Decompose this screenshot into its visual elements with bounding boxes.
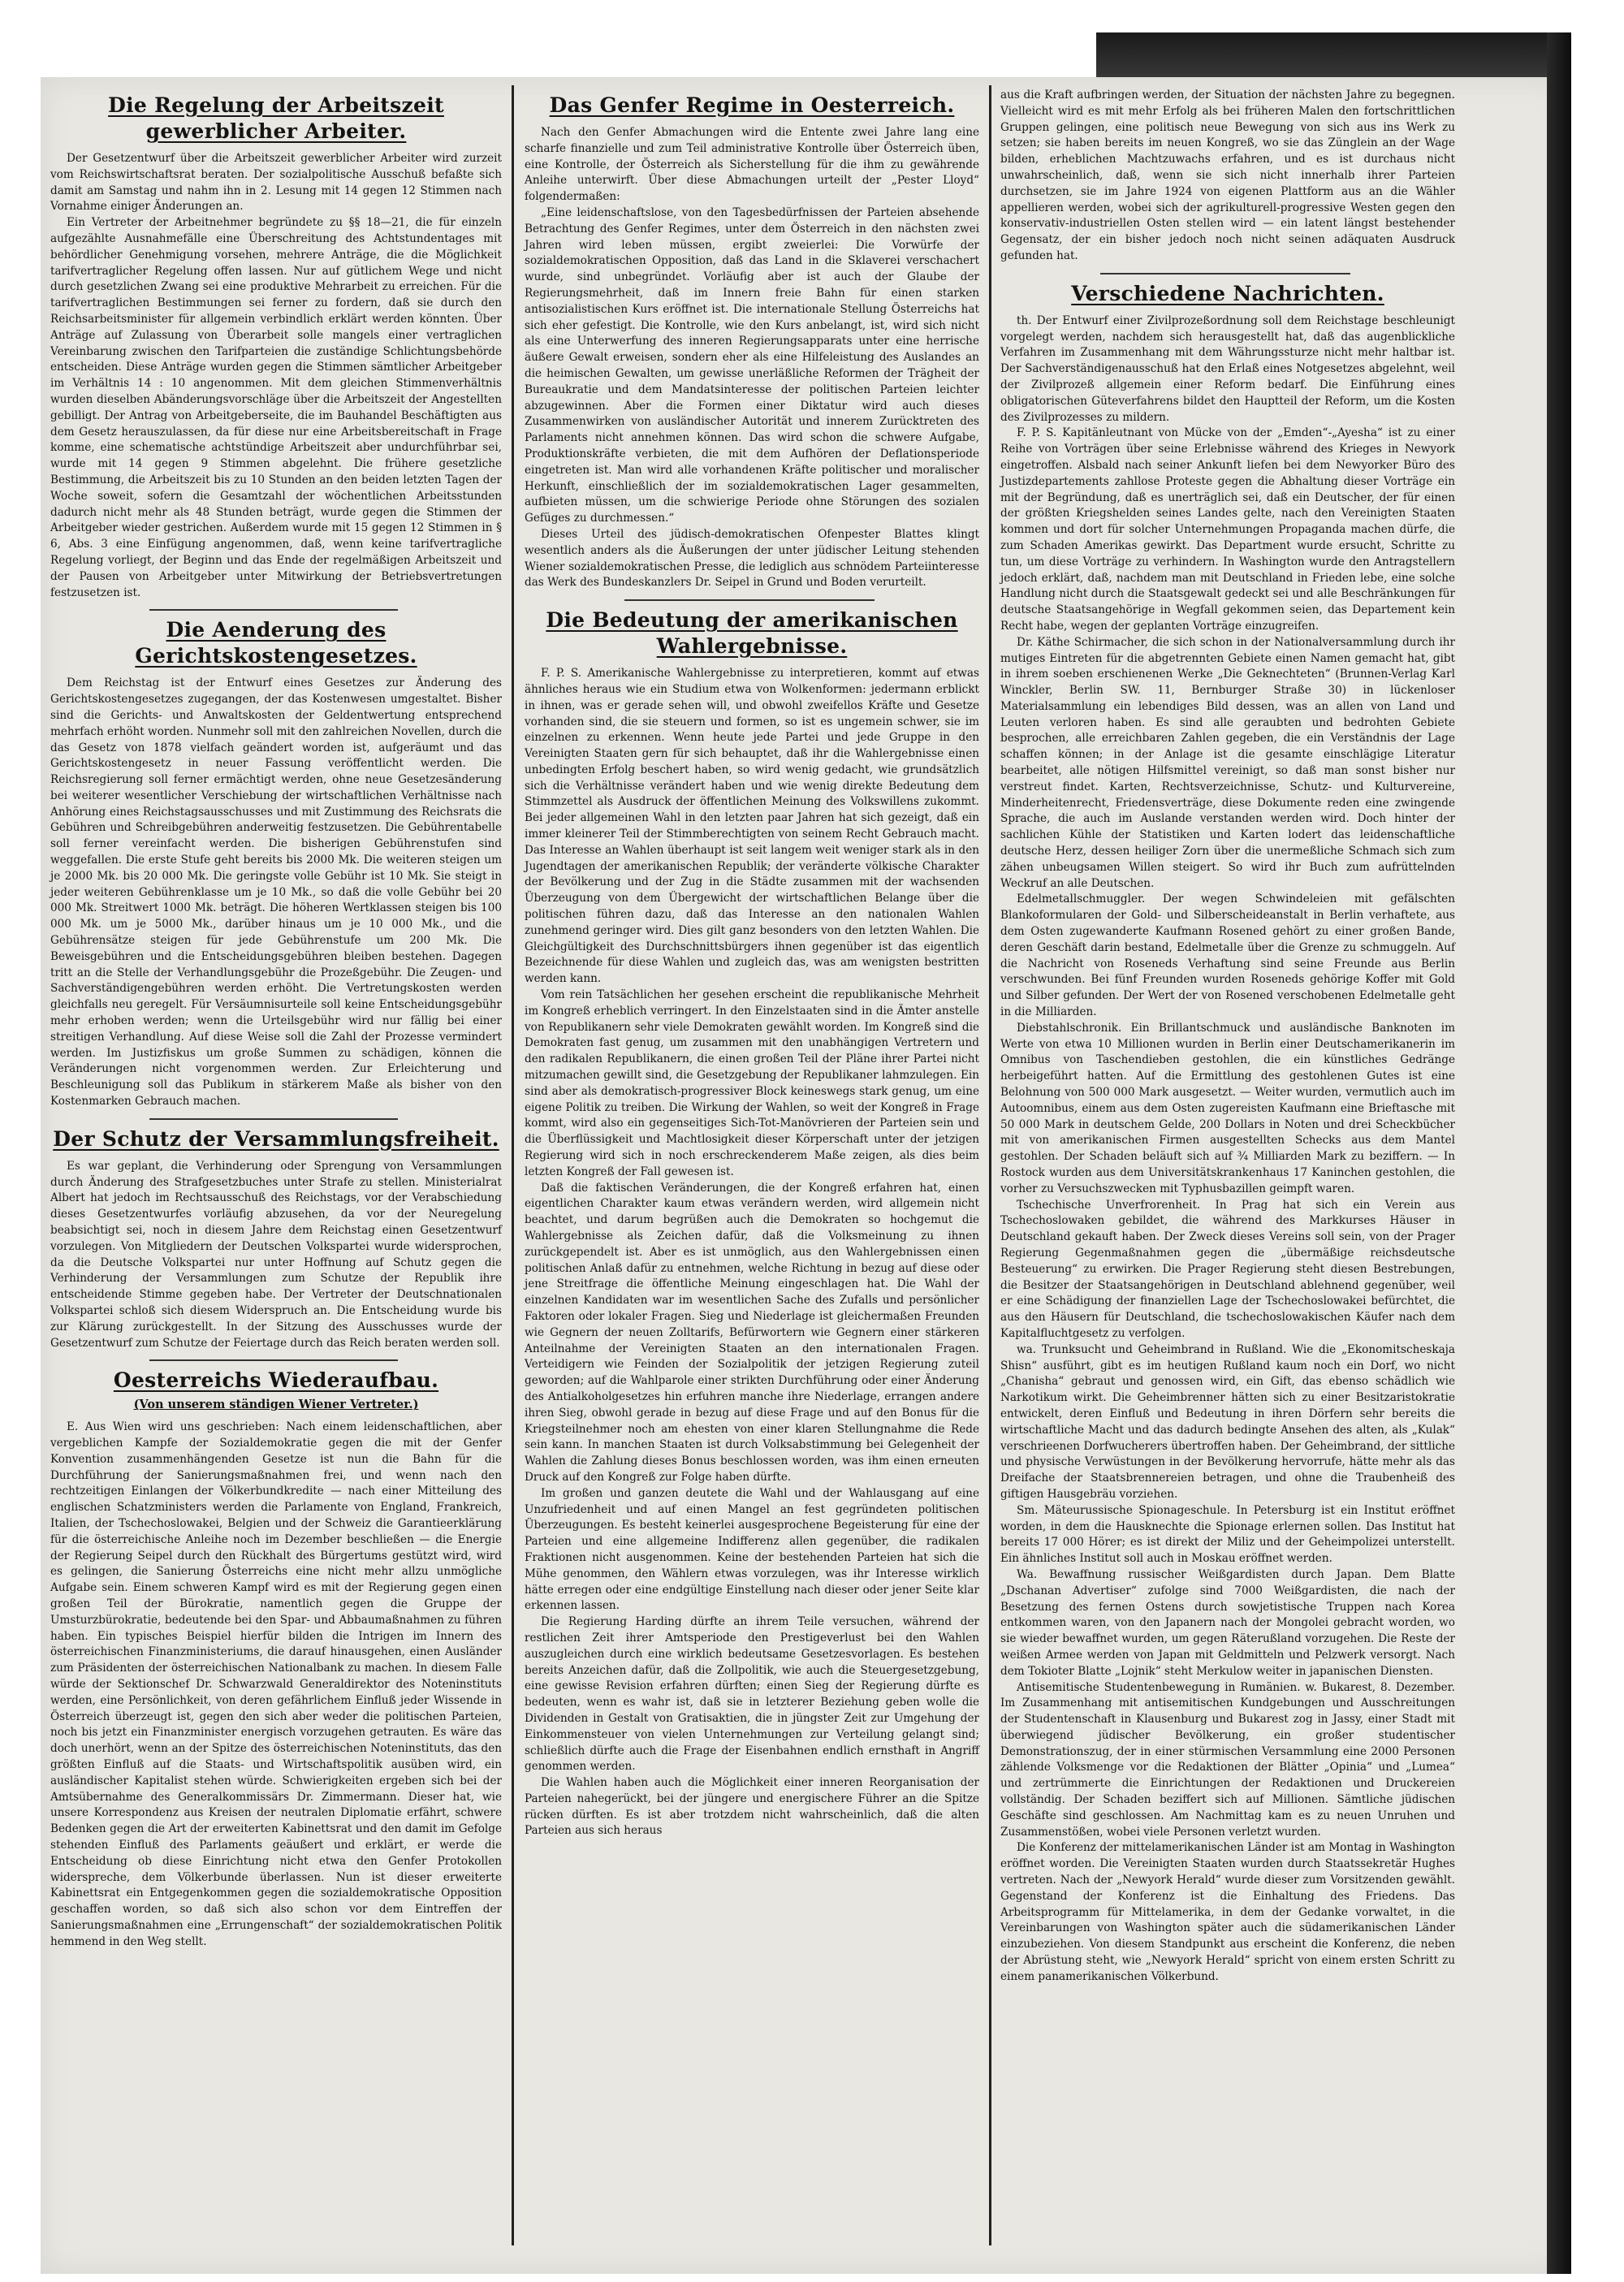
news-item: Die Konferenz der mittelamerikanischen Länder ist am Montag in Washington eröffnet worden. Die Vereinigten Staaten wurden durch Staatssekretär Hughes vertreten. Nach der „Newyork Herald“ wurde dieser zum Vorsitzenden gewählt. Gegenstand der Konferenz ist die Einhaltung des Friedens. Das Arbeitsprogramm für Mittelamerika, in dem der Gedanke vorwaltet, in die Vereinbarungen von Washington später auch die südamerikanischen Länder einzubeziehen. Von diesem Standpunkt aus erscheint die Konferenz, die neben der Abrüstung steht, wie „Newyork Herald“ spricht von einem ersten Schritt zu einem panamerikanischen Völkerbund. (1000, 1841, 1455, 1983)
news-item: wa. Trunksucht und Geheimbrand in Rußland. Wie die „Ekonomitscheskaja Shisn“ ausführt, gibt es im heutigen Rußland kaum noch ein Dorf, wo nicht „Chanisha“ gebraut und genossen wird, ein Gift, das ebenso schädlich wie Narkotikum wirkt. Die Geheimbrenner hätten sich zu einer Besitzaristokratie entwickelt, deren Einfluß und Bedeutung in ihren Dörfern sehr bereits die wirtschaftliche Macht und das dadurch bedingte Ansehen des alten, als „Kulak“ verschrieenen Dorfwucherers übertroffen haben. Der Geheimbrand, der sittliche und physische Verwüstungen in der Bevölkerung hervorrufe, hätte mehr als das Dreifache der Staatsbrennereien betragen, und ohne die Traubenheiß des giftigen Hausgebräu vorziehen. (1000, 1342, 1455, 1501)
scan-shadow-top (1096, 32, 1567, 81)
news-item: F. P. S. Kapitänleutnant von Mücke von der „Emden“-„Ayesha“ ist zu einer Reihe von Vorträgen über seine Erlebnisse während des Krieges in Newyork eingetroffen. Alsbald nach seiner Ankunft liefen bei dem Newyorker Büro des Justizdepartements zahllose Proteste gegen die Abhaltung dieser Vorträge ein mit der Begründung, daß es unerträglich sei, daß ein Deutscher, der für einen der größten Kriegshelden seines Landes gelte, nach den Vereinigten Staaten kommen und dort für solcher Unternehmungen Propaganda machen dürfe, die zum Schaden Amerikas gewirkt. Das Department wurde ersucht, Schritte zu tun, um diese Vorträge zu verhindern. In Washington wurde den Antragstellern jedoch erklärt, daß, nachdem man mit Deutschland in Frieden lebe, eine solche Handlung nicht durch die Staatsgewalt gedeckt sei und alle Beschränkungen für deutsche Staatsangehörige in Wegfall gekommen seien, das Departement kein Recht habe, wegen der geplanten Vorträge einzugreifen. (1000, 426, 1455, 633)
article-title-gerichtskosten: Die Aenderung des Gerichtskostengesetzes. (135, 618, 417, 668)
article-divider (1100, 273, 1350, 274)
article-title-wiederaufbau: Oesterreichs Wiederaufbau. (113, 1368, 439, 1393)
article-divider (149, 1359, 398, 1361)
article-paragraph: Dieses Urteil des jüdisch-demokratischen Ofenpester Blattes klingt wesentlich anders als die Äußerungen der unter jüdischer Leitung stehenden Wiener sozialdemokratischen Presse, die lediglich aus schnödem Parteiinteresse das Werk des Bundeskanzlers Dr. Seipel in Grund und Boden verurteilt. (525, 527, 979, 590)
article-paragraph: Es war geplant, die Verhinderung oder Sprengung von Versammlungen durch Änderung des Strafgesetzbuches unter Strafe zu stellen. Ministerialrat Albert hat jedoch im Rechtsausschuß des Reichstags, vor der Verabschiedung dieses Gesetzentwurfes vorläufig abzusehen, da vor der Neuregelung beabsichtigt sei, noch in diesem Jahre dem Reichstag einen Gesetzentwurf vorzulegen. Von Mitgliedern der Deutschen Volkspartei wurde widersprochen, da die Deutsche Volkspartei nur unter Hoffnung auf Schutz gegen die Verhinderung der Versammlungen zum Schutze der Republik ihre entscheidende Stimme gegeben habe. Der Vertreter der Deutschnationalen Volkspartei schloß sich diesem Widerspruch an. Die Entscheidung wurde bis zur Klärung zurückgestellt. In der Sitzung des Ausschusses wurde der Gesetzentwurf zum Schutze der Feiertage durch das Reich beraten werden soll. (50, 1159, 502, 1350)
article-title-arbeitszeit: Die Regelung der Arbeitszeit gewerblicher Arbeiter. (108, 93, 444, 143)
column-3 (1000, 88, 1455, 1986)
article-divider (624, 599, 875, 601)
article-quote: „Eine leidenschaftslose, von den Tagesbedürfnissen der Parteien absehende Betrachtung des Genfer Regimes, unter dem Österreich in den nächsten zwei Jahren wird leben müssen, ergibt zweierlei: Die Vorwürfe der sozialdemokratischen Opposition, daß das Land in die Sklaverei verschachert wurde, sind unbegründet. Vorläufig aber ist auch der Glaube der Regierungsmehrheit, daß im Innern freie Bahn für einen starken antisozialistischen Kurs eröffnet ist. Die internationale Stellung Österreichs hat sich eher gefestigt. Die Kontrolle, wie den Kurs anbelangt, ist, wird sich nicht als eine Unterwerfung des inneren Regierungsapparats unter eine herrische äußere Gewalt erweisen, sondern eher als eine Hilfeleistung des Auslandes an die heimischen Gewalten, um gewisse unerläßliche Reformen der Trägheit der Bureaukratie und dem Mandatsinteresse der politischen Parteien leichter abzugewinnen. Aber die Formen einer Diktatur wird auch dieses Zusammenwirken von ausländischer Autorität und innerem Zurücktreten des Parlaments nicht annehmen können. Das wird schon die schwere Aufgabe, Produktionskräfte verbieten, die mit dem Aufhören der Deflationsperiode eingetreten ist. Man wird alle vorhandenen Kräfte politischer und moralischer Herkunft, einschließlich der im sozialdemokratischen Lager gesammelten, aufbieten müssen, um die schwierige Periode ohne Störungen des sozialen Gefüges zu durchmessen.“ (525, 205, 979, 525)
column-1 (50, 88, 502, 1950)
column-rule-1 (512, 85, 514, 2245)
article-paragraph: Die Regierung Harding dürfte an ihrem Teile versuchen, während der restlichen Zeit ihrer Amtsperiode den Prestigeverlust bei den Wahlen auszugleichen durch eine wirklich bedeutsame Gesetzesvorlagen. Es bestehen bereits Anzeichen dafür, daß die Zollpolitik, wie auch die Steuergesetzgebung, eine gewisse Revision erfahren dürften; einen Sieg der Regierung dürfte es bedeuten, wenn es wahr ist, daß sie in letzterer Beziehung geben wolle die Dividenden in Gestalt von Gratisaktien, die in jüngster Zeit zur Umgehung der Einkommensteuer von vielen Unternehmungen zur Verteilung gelangt sind; schließlich dürfte auch die Frage der Eisenbahnen endlich ernsthaft in Angriff genommen werden. (525, 1615, 979, 1774)
article-paragraph: E. Aus Wien wird uns geschrieben: Nach einem leidenschaftlichen, aber vergeblichen Kampfe der Sozialdemokratie gegen die mit der Genfer Konvention zusammenhängenden Gesetze ist nun die Bahn für die Durchführung der Sanierungsmaßnahmen frei, und wenn nach den rechtzeitigen Einlangen der Völkerbundkredite — nach einer Mitteilung des englischen Schatzministers werden die Parlamente von England, Frankreich, Italien, der Tschechoslowakei, Belgien und der Schweiz die Garantieerklärung für die österreichische Anleihe noch im Dezember beschließen — die Energie der Regierung Seipel durch den Rückhalt des Bürgertums gestützt wird, wird es gelingen, die Sanierung Österreichs eine nicht mehr allzu unmögliche Aufgabe sein. Einem schweren Kampf wird es mit der Regierung gegen einen großen Teil der Bürokratie, namentlich gegen die Gruppe der Umsturzbürokratie, bedeutende bei den Spar- und Abbaumaßnahmen zu führen haben. Ein typisches Beispiel hierfür bilden die Intrigen im Innern des österreichischen Finanzministeriums, die darauf hinausgehen, einen Ausländer zum Präsidenten der österreichischen Nationalbank zu machen. In diesem Falle würde der Sektionschef Dr. Schwarzwald Generaldirektor des Noteninstituts werden, eine Persönlichkeit, von deren gefährlichem Einfluß jeder Wissende in Österreich überzeugt ist, gegen den sich aber weder die politischen Parteien, noch bis jetzt ein Finanzminister energisch vorzugehen getrauten. Es wäre das doch unerhört, wenn an der Spitze des österreichischen Noteninstituts, das den größten Einfluß auf die Staats- und Wirtschaftspolitik ausüben wird, ein ausländischer Kapitalist stehen würde. Schwierigkeiten ergeben sich bei der Amtsübernahme des Generalkommissärs Dr. Zimmermann. Dieser hat, wie unsere Korrespondenz aus Kreisen der neutralen Diplomatie erfährt, schwere Bedenken gegen die Art der erweiterten Kabinettsrat und den damit im Gefolge stehenden Einfluß des Parlaments geäußert und erklärt, er werde die Entscheidung ob diese Einrichtung nicht etwa den Genfer Protokollen widerspreche, dem Völkerbunde überlassen. Nun ist dieser erweiterte Kabinettsrat ein Entgegenkommen gegen die sozialdemokratische Opposition geschaffen worden, so daß sich also schon vor dem Eintreffen der Sanierungsmaßnahmen eine „Errungenschaft“ der sozialdemokratischen Politik hemmend in den Weg stellt. (50, 1420, 502, 1948)
article-byline: (Von unserem ständigen Wiener Vertreter.) (133, 1398, 419, 1412)
news-item: th. Der Entwurf einer Zivilprozeßordnung soll dem Reichstage beschleunigt vorgelegt werden, nachdem sich herausgestellt hat, daß das augenblickliche Verfahren im Zusammenhang mit dem Währungssturze nicht mehr haltbar ist. Der Sachverständigenausschuß hat den Erlaß eines Notgesetzes abgelehnt, weil der Zivilprozeß allgemein einer Reform bedarf. Die Einführung eines obligatorischen Güteverfahrens bildet den Hauptteil der Reform, um die Kosten des Zivilprozesses zu mildern. (1000, 313, 1455, 424)
news-item: Sm. Mäteurussische Spionageschule. In Petersburg ist ein Institut eröffnet worden, in dem die Hausknechte die Spionage erlernen sollen. Das Institut hat bereits 17 000 Hörer; es ist direkt der Miliz und der Geheimpolizei unterstellt. Ein ähnliches Institut soll auch in Moskau eröffnet werden. (1000, 1503, 1455, 1566)
article-paragraph: Die Wahlen haben auch die Möglichkeit einer inneren Reorganisation der Parteien nahegerückt, bei der jüngere und energischere Führer an die Spitze rücken dürften. Es ist aber trotzdem nicht wahrscheinlich, daß die alten Parteien aus sich heraus (525, 1776, 979, 1838)
article-paragraph: Dem Reichstag ist der Entwurf eines Gesetzes zur Änderung des Gerichtskostengesetzes zugegangen, der das Kostenwesen umgestaltet. Bisher sind die Gerichts- und Anwaltskosten der Geldentwertung entsprechend mehrfach erhöht worden. Nunmehr soll mit den zahlreichen Novellen, durch die das Gesetz von 1878 vielfach geändert worden ist, aufgeräumt und das Gerichtskostengesetz in neuer Fassung veröffentlicht werden. Die Reichsregierung soll ferner ermächtigt werden, ohne neue Gesetzesänderung bei weiterer wesentlicher Verschiebung der wirtschaftlichen Verhältnisse nach Anhörung eines Reichstagsausschusses und mit Zustimmung des Reichsrats die Gebühren und Schreibgebühren anderweitig festzusetzen. Die Gebührentabelle soll ferner vereinfacht werden. Die bisherigen Gebührenstufen sind weggefallen. Die erste Stufe geht bereits bis 2000 Mk. Die weiteren steigen um je 2000 Mk. bis 20 000 Mk. Die geringste volle Gebühr ist 10 Mk. Sie steigt in jeder weiteren Gebührenklasse um je 10 Mk., so daß die volle Gebühr bei 20 000 Mk. Streitwert 1000 Mk. beträgt. Die höheren Wertklassen steigen bis 100 000 Mk. um je 5000 Mk., darüber hinaus um je 10 000 Mk., und die Gebührensätze steigen für jede Gebührenstufe um 200 Mk. Die Beweisgebühren und die Entscheidungsgebühren bleiben bestehen. Dagegen tritt an die Stelle der Verhandlungsgebühr die Prozeßgebühr. Die Zeugen- und Sachverständigengebühren werden erhöht. Die Vertretungskosten werden gleichfalls neu geregelt. Für Versäumnisurteile soll keine Entscheidungsgebühr mehr erhoben werden; wenn die Urteilsgebühr wird nur fällig bei einer streitigen Verhandlung. Auf diese Weise soll die Zahl der Prozesse vermindert werden. Im Justizfiskus um große Summen zu schädigen, können die Veränderungen nicht vorgenommen werden. Zur Erleichterung und Beschleunigung soll das Publikum in stärkerem Maße als bisher von den Kostenmarken Gebrauch machen. (50, 676, 502, 1109)
article-paragraph: Nach den Genfer Abmachungen wird die Entente zwei Jahre lang eine scharfe finanzielle und zum Teil administrative Kontrolle über Österreich üben, eine Kontrolle, der Österreich als Sicherstellung für die ihm zu gewährende Anleihe unterwirft. Über diese Abmachungen urteilt der „Pester Lloyd“ folgendermaßen: (525, 126, 979, 204)
article-title-wahlergebnisse: Die Bedeutung der amerikanischen Wahlergebnisse. (546, 608, 958, 659)
article-divider (149, 1118, 398, 1120)
article-paragraph: F. P. S. Amerikanische Wahlergebnisse zu interpretieren, kommt auf etwas ähnliches heraus wie ein Studium etwa von Wolkenformen: jedermann erblickt in ihnen, was er gerade sehen will, und obwohl zweifellos Kräfte und Gesetze vorhanden sind, die sie steuern und formen, so ist es ungemein schwer, sie im einzelnen zu erkennen. Wenn heute jede Partei und jede Gruppe in den Vereinigten Staaten gern für sich behauptet, daß ihr die Wahlergebnisse einen unbedingten Erfolg beschert haben, so wird wenig gedacht, wie grundsätzlich sich die Verhältnisse verändert haben und wie wenig direkte Bedeutung dem Stimmzettel als Ausdruck der öffentlichen Meinung des Volkswillens zukommt. Bei jeder allgemeinen Wahl in den letzten paar Jahren hat sich gezeigt, daß ein immer kleinerer Teil der Stimmberechtigten von seinem Recht Gebrauch macht. Das Interesse an Wahlen überhaupt ist seit langem weit weniger stark als in den Jugendtagen der amerikanischen Republik; der veränderte völkische Charakter der Bevölkerung und der Zug in die Städte zusammen mit der wachsenden Überzeugung von dem Übergewicht der wirtschaftlichen Belange über die politischen führen dazu, daß das Interesse an den nationalen Wahlen zunehmend geringer wird. Dies gilt ganz besonders von den letzten Wahlen. Die Gleichgültigkeit des Durchschnittsbürgers ihnen gegenüber ist das eigentlich Bezeichnende für diese Wahlen und zugleich das, was am wenigsten bestritten werden kann. (525, 667, 979, 986)
article-paragraph: Vom rein Tatsächlichen her gesehen erscheint die republikanische Mehrheit im Kongreß erheblich verringert. In den Einzelstaaten sind in die Ämter anstelle von Republikanern sehr viele Demokraten gewählt worden. Im Kongreß sind die Demokraten fast genug, um zusammen mit den unabhängigen Vertretern und den radikalen Republikanern, die einen großen Teil der Pläne ihrer Partei nicht mitzumachen gewillt sind, die Gesetzgebung der Republikaner lahmzulegen. Ein sind aber als demokratisch-progressiver Block keineswegs stark genug, um eine eigene Politik zu treiben. Die Wirkung der Wahlen, so weit der Kongreß in Frage kommt, wird also ein gegenseitiges Sich-Tot-Manövrieren der Parteien sein und die Überflüssigkeit und Machtlosigkeit dieser Körperschaft unter der jetzigen Regierung wird sich in noch erschreckenderem Maße zeigen, als dies beim letzten Kongreß der Fall gewesen ist. (525, 988, 979, 1178)
article-title-versammlungsfreiheit: Der Schutz der Versammlungsfreiheit. (53, 1126, 499, 1151)
article-divider (149, 609, 398, 611)
column-2 (525, 88, 979, 1839)
article-paragraph: Im großen und ganzen deutete die Wahl und der Wahlausgang auf eine Unzufriedenheit und auf einen Mangel an fest gegründeten politischen Überzeugungen. Es besteht keinerlei ausgesprochene Begeisterung für eine der Parteien und eine allgemeine Indifferenz allen gegenüber, die radikalen Fraktionen nicht ausgenommen. Keine der bestehenden Parteien hat sich die Mühe genommen, den Wählern etwas vorzulegen, was ihr Interesse wirklich hätte erregen oder eine endgültige Einstellung nach dieser oder jener Seite klar erkennen lassen. (525, 1486, 979, 1613)
article-paragraph: Ein Vertreter der Arbeitnehmer begründete zu §§ 18—21, die für einzeln aufgezählte Ausnahmefälle eine Überschreitung des Achtstundentages mit behördlicher Genehmigung vorsehen, mehrere Anträge, die die Möglichkeit tarifvertraglicher Regelung offen lassen. Nur auf gütlichem Wege und nicht durch gesetzlichen Zwang sei eine produktive Mehrarbeit zu erreichen. Für die tarifvertraglichen Bestimmungen sei ferner zu fordern, daß sie durch den Reichsarbeitsminister für allgemein verbindlich erklärt werden könnten. Über Anträge auf Zulassung von Überarbeit solle mangels einer vertraglichen Vereinbarung zwischen den Tarifparteien die zuständige Schlichtungsbehörde entscheiden. Diese Anträge wurden gegen die Stimmen sämtlicher Arbeitgeber im Verhältnis 14 : 10 angenommen. Mit dem gleichen Stimmenverhältnis wurden dieselben Abänderungsvorschläge über die Arbeitszeit der Angestellten gebilligt. Der Antrag von Arbeitgeberseite, die im Bauhandel Beschäftigten aus dem Gesetz herauszulassen, da für diese nur eine Arbeitsbereitschaft in Frage komme, eine schematische achtstündige Arbeitszeit aber undurchführbar sei, wurde mit 14 gegen 9 Stimmen abgelehnt. Die frühere gesetzliche Bestimmung, die Arbeitszeit bis zu 10 Stunden an den beiden letzten Tagen der Woche soweit, sofern die Gesamtzahl der wöchentlichen Arbeitsstunden dadurch nicht mehr als 48 Stunden beträgt, wurde gegen die Stimmen der Arbeitgeber wieder gestrichen. Außerdem wurde mit 15 gegen 12 Stimmen in § 6, Abs. 3 eine Einfügung angenommen, daß, wenn keine tarifvertragliche Regelung vorliegt, der Beginn und das Ende der regelmäßigen Arbeitszeit und der Pausen von Arbeitgeber unter Mitwirkung der Betriebsvertretungen festzusetzen ist. (50, 216, 502, 599)
news-item: Dr. Käthe Schirmacher, die sich schon in der Nationalversammlung durch ihr mutiges Eintreten für die abgetrennten Gebiete einen Namen gemacht hat, gibt in ihrem soeben erschienenen Werke „Die Geknechteten“ (Brunnen-Verlag Karl Winckler, Berlin SW. 11, Bernburger Straße 30) in lückenloser Materialsammlung ein lebendiges Bild dessen, was an allen von Land und Leuten verloren haben. Es sind alle geraubten und bedrohten Gebiete besprochen, alle erreichbaren Zahlen gegeben, die ein Verständnis der Lage schaffen können; in der Anlage ist die gesamte einschlägige Literatur bearbeitet, alle nötigen Hilfsmittel vereinigt, so daß man sonst bisher nur verstreut findet. Karten, Rechtsverzeichnisse, Schutz- und Kulturvereine, Minderheitenrecht, Friedensverträge, diese Dokumente reden eine zwingende Sprache, die auch im Auslande verstanden werden wird. Doch hinter der sachlichen Kühle der Statistiken und Karten lodert das leidenschaftliche deutsche Herz, dessen heiliger Zorn über die unermeßliche Schmach sich zum zähen unbeugsamen Willen steigert. So wird ihr Buch zum aufrüttelnden Weckruf an alle Deutschen. (1000, 635, 1455, 890)
news-item: Antisemitische Studentenbewegung in Rumänien. w. Bukarest, 8. Dezember. Im Zusammenhang mit antisemitischen Kundgebungen und Ausschreitungen der Studentenschaft in Klausenburg und Bukarest zog in Jassy, einer Stadt mit überwiegend jüdischer Bevölkerung, ein großer studentischer Demonstrationszug, der in einer stürmischen Versammlung eine 2000 Personen zählende Volksmenge vor die Redaktionen der Blätter „Opinia“ und „Lumea“ und zertrümmerte die Einrichtungen der Redaktionen und Druckereien vollständig. Der Schaden beziffert sich auf Millionen. Sämtliche jüdischen Geschäfte sind geschlossen. Am Nachmittag kam es zu neuen Unruhen und Zusammenstößen, wobei viele Personen verletzt wurden. (1000, 1680, 1455, 1839)
section-title-nachrichten: Verschiedene Nachrichten. (1071, 281, 1384, 305)
news-item: Tschechische Unverfrorenheit. In Prag hat sich ein Verein aus Tschechoslowaken gebildet, die während des Markkurses Häuser in Deutschland gekauft haben. Der Zweck dieses Vereins soll sein, von der Prager Regierung Gegenmaßnahmen gegen die „übermäßige reichsdeutsche Besteuerung“ zu erwirken. Die Prager Regierung steht diesen Bestrebungen, die Besitzer der Staatsangehörigen in Deutschland ablehnend gegenüber, weil er eine Schädigung der finanziellen Lage der Tschechoslowakei befürchtet, die aus den Häusern für Deutschland, die tschechoslowakischen Käufer nach dem Kapitalfluchtgesetz zu verfolgen. (1000, 1198, 1455, 1340)
column-rule-2 (989, 85, 991, 2245)
scan-shadow-right (1547, 32, 1571, 2274)
news-item: Diebstahlschronik. Ein Brillantschmuck und ausländische Banknoten im Werte von etwa 10 Millionen wurden in Berlin einer Deutschamerikanerin im Omnibus von Taschendieben gestohlen, die ein künstliches Gedränge herbeigeführt hatten. Auf die Ermittlung des gestohlenen Gutes ist eine Belohnung von 500 000 Mark ausgesetzt. — Weiter wurden, vermutlich auch im Autoomnibus, einem aus dem Osten zugereisten Kaufmann eine Brieftasche mit 50 000 Mark in deutschem Gelde, 200 Dollars in Noten und drei Scheckbücher mit von amerikanischen Firmen ausgestellten Schecks aus dem Mantel gestohlen. Der Schaden beläuft sich auf ¾ Milliarden Mark zu beziffern. — In Rostock wurden aus dem Universitätskrankenhaus 17 Kaninchen gestohlen, die vorher zu Versuchszwecken mit Typhusbazillen geimpft waren. (1000, 1021, 1455, 1195)
article-paragraph: Der Gesetzentwurf über die Arbeitszeit gewerblicher Arbeiter wird zurzeit vom Reichswirtschaftsrat beraten. Der sozialpolitische Ausschuß befaßte sich damit am Samstag und nahm ihn in 2. Lesung mit 14 gegen 12 Stimmen nach Vornahme einiger Änderungen an. (50, 152, 502, 214)
article-title-genfer-regime: Das Genfer Regime in Oesterreich. (549, 93, 955, 117)
article-paragraph: Daß die faktischen Veränderungen, die der Kongreß erfahren hat, einen eigentlichen Charakter kaum etwas verändern werden, wird allgemein nicht beachtet, und darum begrüßen auch die Demokraten so hochgemut die Wahlergebnisse als Zeichen dafür, daß die Volksmeinung zu ihnen zurückgependelt ist. Aber es ist unmöglich, aus den Wahlergebnissen einen politischen Anlaß dafür zu entnehmen, welche Richtung in bezug auf diese oder jene Streitfrage die öffentliche Meinung eingeschlagen hat. Die Wahl der einzelnen Kandidaten war im wesentlichen Sache des Zufalls und persönlicher Faktoren oder lokaler Fragen. Sieg und Niederlage ist gleichermaßen Freunden wie Gegnern der neuen Zolltarifs, Befürwortern wie Gegnern einer stärkeren Anteilnahme der Vereinigten Staaten an den internationalen Fragen. Verteidigern wie Feinden der Sozialpolitik der jetzigen Regierung zuteil geworden; auf die Wahlparole einer strikten Durchführung oder einer Änderung des Antialkoholgesetzes hin erfuhren manche ihre Niederlage, errangen andere ihren Sieg, obwohl gerade in bezug auf diese Frage und auf den Bonus für die Kriegsteilnehmer noch am ehesten von einer klaren Stellungnahme die Rede sein kann. In manchen Staaten ist durch Volksabstimmung bei Gelegenheit der Wahlen die Zahlung dieses Bonus beschlossen worden, was ihm einen erneuten Druck auf den Kongreß zur Folge haben dürfte. (525, 1181, 979, 1484)
article-continuation: aus die Kraft aufbringen werden, der Situation der nächsten Jahre zu begegnen. Vielleicht wird es mit mehr Erfolg als bei früheren Malen den fortschrittlichen Gruppen gelingen, eine politisch neue Bewegung von sich aus ins Werk zu setzen; sie haben bereits im neuen Kongreß, wo sie das Zünglein an der Wage bilden, erheblichen Machtzuwachs erfahren, und es ist durchaus nicht unwahrscheinlich, daß, wenn sie sich nicht innerhalb ihrer Parteien durchsetzen, sie im Jahre 1924 von eigenen Plattform aus an die Wähler appellieren werden, wobei sich der agrikulturell-progressive Westen gegen den konservativ-industriellen Osten stellen wird — ein latent längst bestehender Gegensatz, der ein bisher jedoch noch nicht seinen adäquaten Ausdruck gefunden hat. (1000, 89, 1455, 262)
news-item: Wa. Bewaffnung russischer Weißgardisten durch Japan. Dem Blatte „Dschanan Advertiser“ zufolge sind 7000 Weißgardisten, die nach der Besetzung des fernen Ostens durch sowjetistische Truppen nach Korea entkommen waren, von den Japanern nach der Mongolei gebracht worden, wo sie wieder bewaffnet wurden, um gegen Räterußland vorzugehen. Die Reste der weißen Armee werden von Japan mit Geldmitteln und Pelzwerk versorgt. Nach dem Tokioter Blatte „Lojnik“ steht Merkulow weiter in japanischen Diensten. (1000, 1567, 1455, 1678)
news-item: Edelmetallschmuggler. Der wegen Schwindeleien mit gefälschten Blankoformularen der Gold- und Silberscheideanstalt in Berlin verhaftete, aus dem Osten zugewanderte Kaufmann Rosened gehört zu einer großen Bande, deren Geschäft darin bestand, Edelmetalle über die Grenze zu schmuggeln. Auf die Nachricht von Roseneds Verhaftung sind seine Freunde aus Berlin verschwunden. Bei fünf Freunden wurden Roseneds gehörige Koffer mit Gold und Silber gefunden. Der Wert der von Rosened verschobenen Edelmetalle geht in die Milliarden. (1000, 892, 1455, 1019)
